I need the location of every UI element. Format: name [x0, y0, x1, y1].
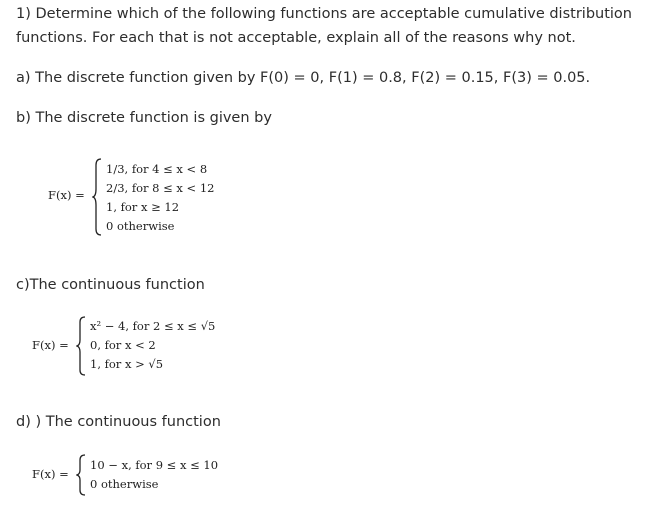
part-a-text: a) The discrete function given by F(0) = 0, F(1) = 0.8, F(2) = 0.15, F(3) = 0.05. — [16, 70, 591, 86]
left-brace — [76, 454, 88, 496]
case-line: 2/3, for 8 ≤ x < 12 — [106, 181, 215, 195]
case-line: 1, for x > √5 — [90, 357, 164, 371]
part-b-lhs: F(x) = — [48, 188, 85, 202]
case-line: 0 otherwise — [90, 477, 159, 491]
part-d-intro: d) ) The continuous function — [16, 414, 221, 430]
part-d-cases — [90, 456, 218, 494]
part-c-cases — [90, 317, 215, 374]
part-b-intro: b) The discrete function is given by — [16, 110, 272, 126]
case-line: 0 otherwise — [106, 219, 175, 233]
case-line: 1/3, for 4 ≤ x < 8 — [106, 162, 208, 176]
left-brace — [92, 158, 104, 236]
case-line: 1, for x ≥ 12 — [106, 200, 180, 214]
left-brace — [76, 316, 88, 376]
part-b-cases — [106, 160, 214, 236]
question-line-2: functions. For each that is not acceptable, explain all of the reasons why not. — [16, 30, 576, 46]
case-line: 0, for x < 2 — [90, 338, 156, 352]
part-c-lhs: F(x) = — [32, 338, 69, 352]
case-line: 10 − x, for 9 ≤ x ≤ 10 — [90, 458, 219, 472]
case-line: x² − 4, for 2 ≤ x ≤ √5 — [90, 319, 216, 333]
part-d-lhs: F(x) = — [32, 467, 69, 481]
question-line-1: 1) Determine which of the following functions are acceptable cumulative distribution — [16, 6, 632, 22]
part-c-intro: c)The continuous function — [16, 277, 205, 293]
